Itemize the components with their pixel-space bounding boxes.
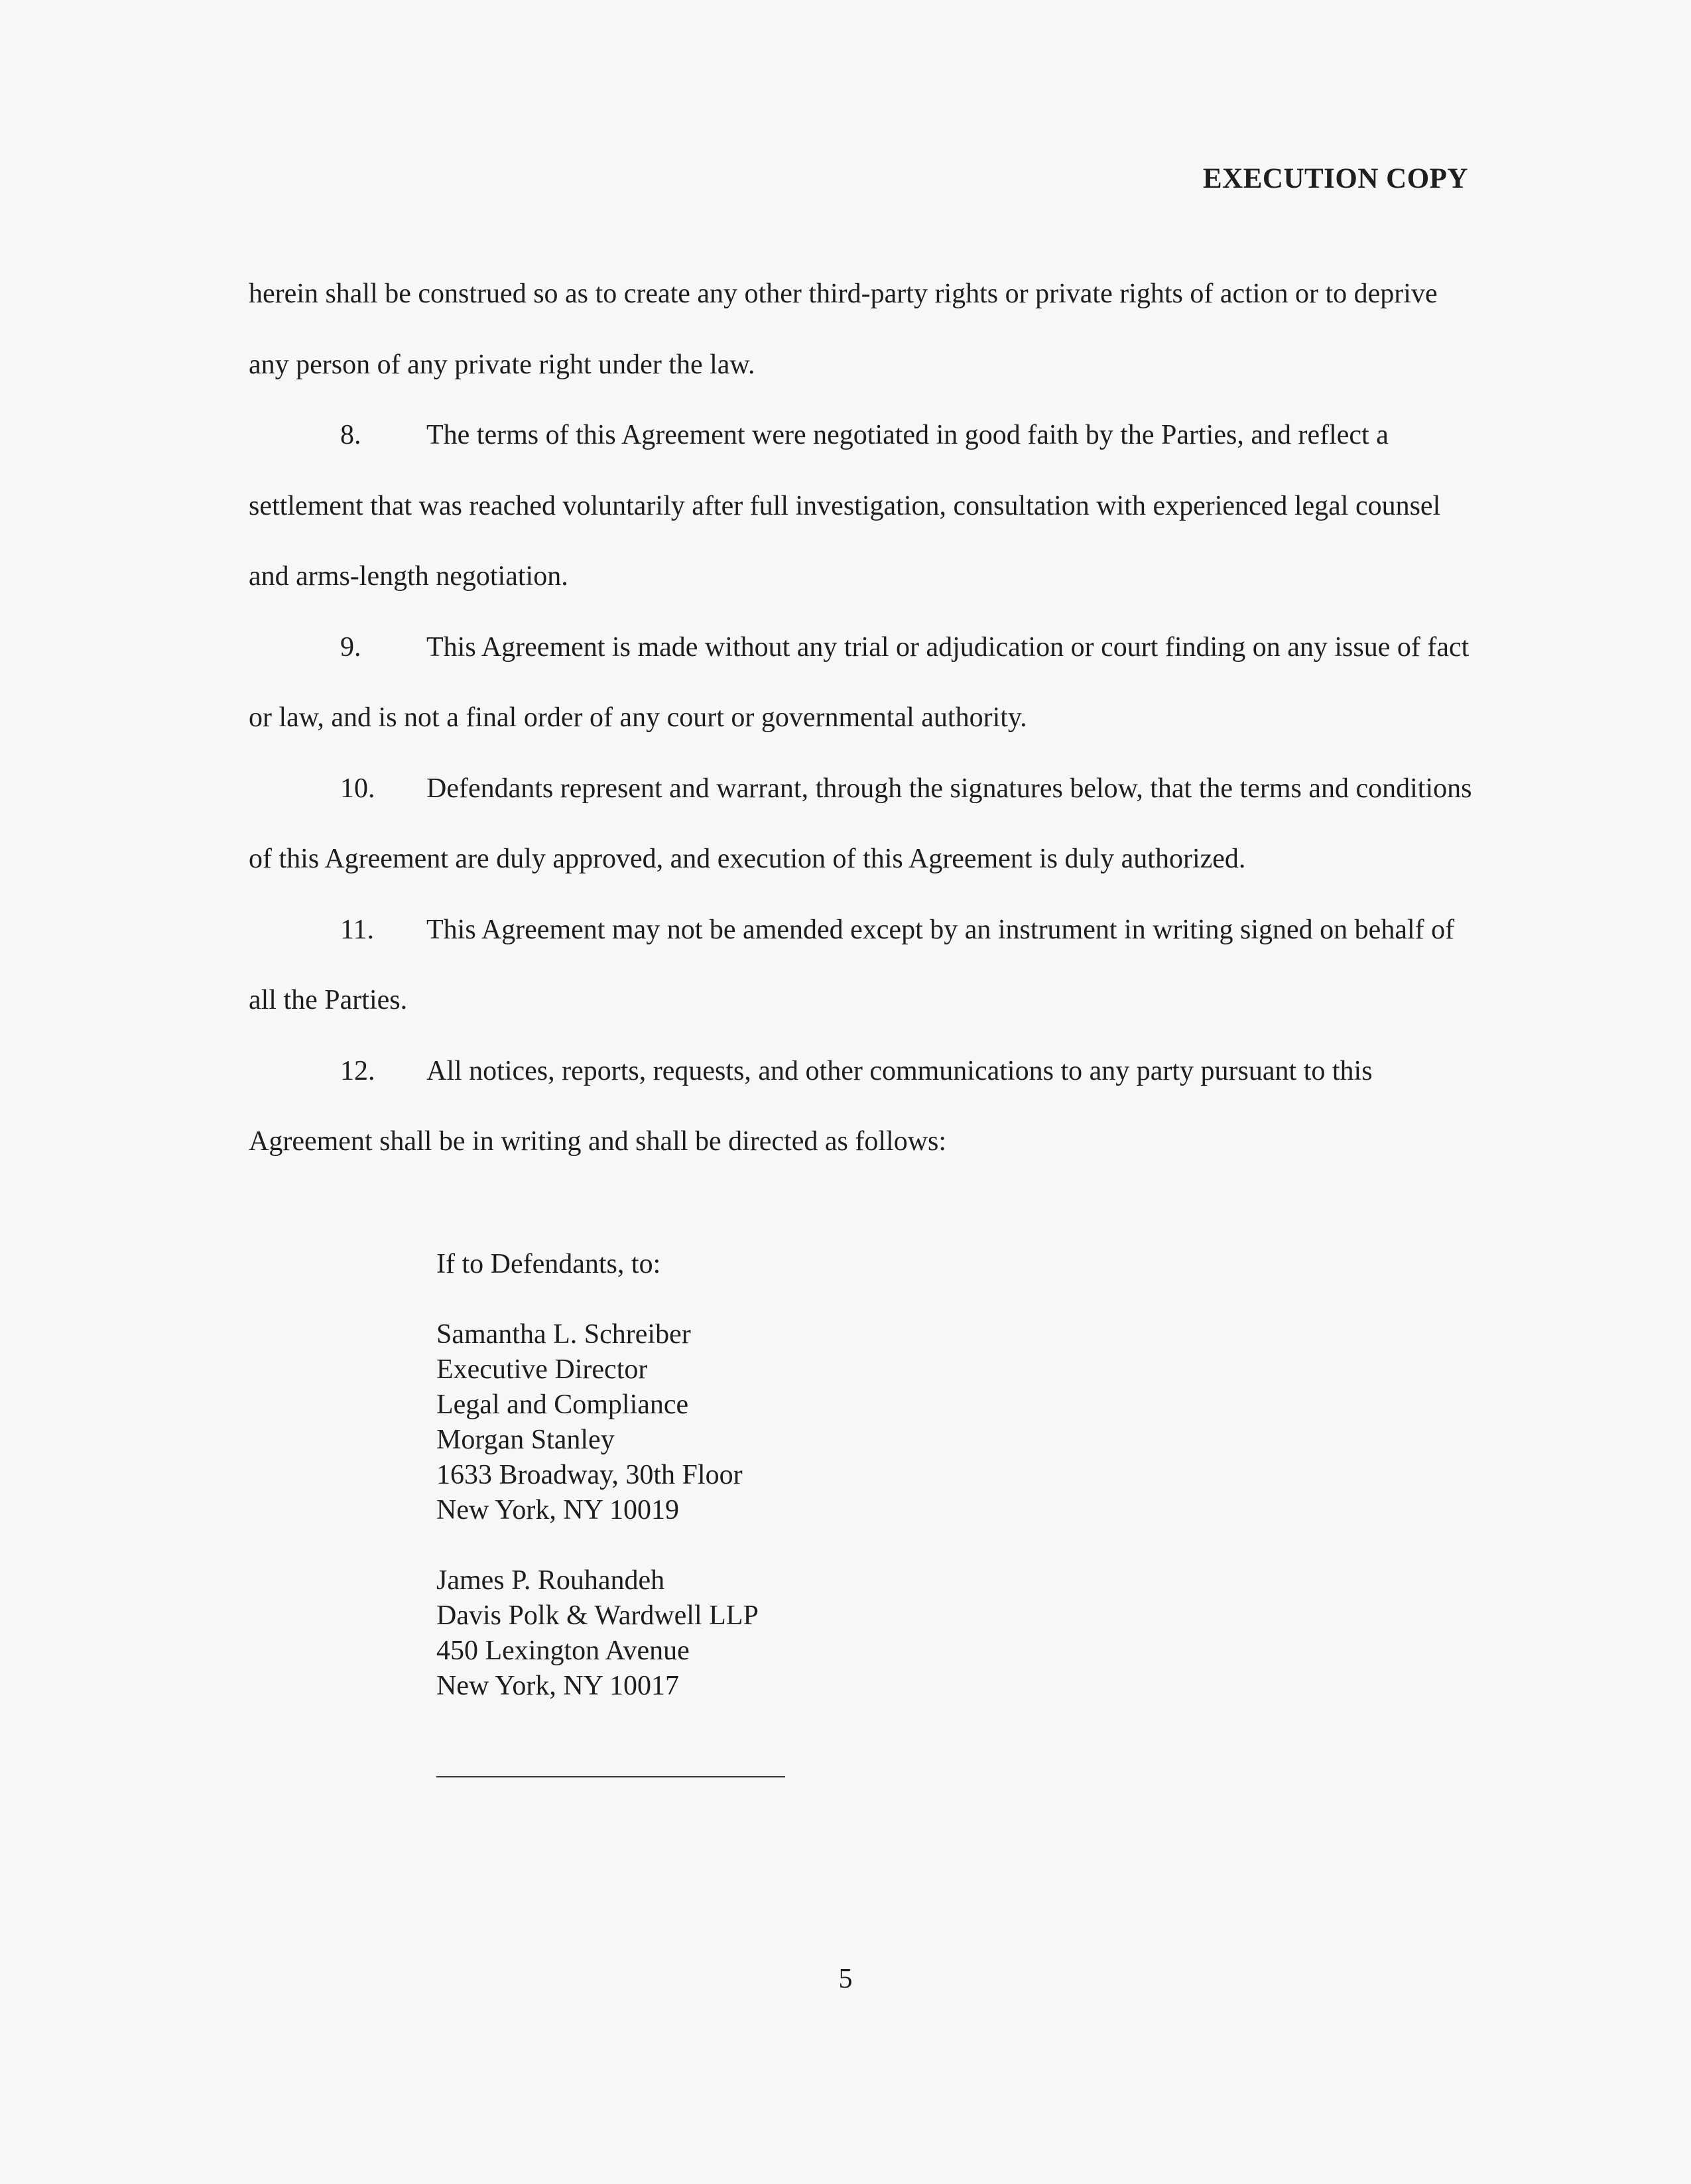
- paragraph-number: 9.: [340, 631, 361, 663]
- paragraph-10: [249, 753, 1475, 895]
- notice-addresses: [436, 1247, 759, 1739]
- paragraph-11: [249, 895, 1475, 1036]
- paragraph-text: This Agreement is made without any trial or adjudication or court finding on any issue of fact or law, and is not a final order of any court or governmental authority.: [249, 631, 1470, 733]
- agreement-body: [249, 259, 1475, 1177]
- paragraph-9: [249, 612, 1475, 753]
- address-line: Davis Polk & Wardwell LLP: [436, 1600, 759, 1631]
- address-line: Executive Director: [436, 1354, 648, 1385]
- paragraph-number: 10.: [340, 773, 375, 804]
- paragraph-12: [249, 1036, 1475, 1177]
- paragraph-text: This Agreement may not be amended except by an instrument in writing signed on behalf of all the Parties.: [249, 914, 1455, 1015]
- address-line: 1633 Broadway, 30th Floor: [436, 1460, 743, 1490]
- address-line: Morgan Stanley: [436, 1425, 615, 1455]
- execution-copy-header: EXECUTION COPY: [1202, 163, 1468, 194]
- separator-line: [436, 1776, 785, 1777]
- paragraph-text: The terms of this Agreement were negotiated in good faith by the Parties, and reflect a settlement that was reached voluntarily after full investigation, consultation with experienced legal counsel and arms-length negotiation.: [249, 420, 1441, 592]
- address-line: New York, NY 10019: [436, 1495, 679, 1525]
- paragraph-8: [249, 400, 1475, 612]
- paragraph-text: All notices, reports, requests, and other communications to any party pursuant to this Agreement shall be in writing and shall be directed as follows:: [249, 1055, 1373, 1157]
- address-line: Legal and Compliance: [436, 1389, 689, 1420]
- address-block-rouhandeh: [436, 1563, 759, 1704]
- address-line: New York, NY 10017: [436, 1671, 679, 1701]
- paragraph-continuation: [249, 259, 1475, 400]
- address-block-schreiber: [436, 1317, 759, 1528]
- paragraph-text: Defendants represent and warrant, through the signatures below, that the terms and conditions of this Agreement are duly approved, and execution of this Agreement is duly authorized.: [249, 773, 1472, 874]
- paragraph-number: 12.: [340, 1055, 375, 1086]
- paragraph-text: herein shall be construed so as to create any other third-party rights or private rights of action or to deprive any person of any private right under the law.: [249, 279, 1438, 380]
- notice-intro: If to Defendants, to:: [436, 1249, 661, 1279]
- address-line: Samantha L. Schreiber: [436, 1319, 691, 1350]
- page-number: 5: [838, 1964, 853, 1994]
- paragraph-number: 8.: [340, 420, 361, 450]
- paragraph-number: 11.: [340, 914, 374, 945]
- address-line: 450 Lexington Avenue: [436, 1636, 690, 1666]
- address-line: James P. Rouhandeh: [436, 1565, 665, 1596]
